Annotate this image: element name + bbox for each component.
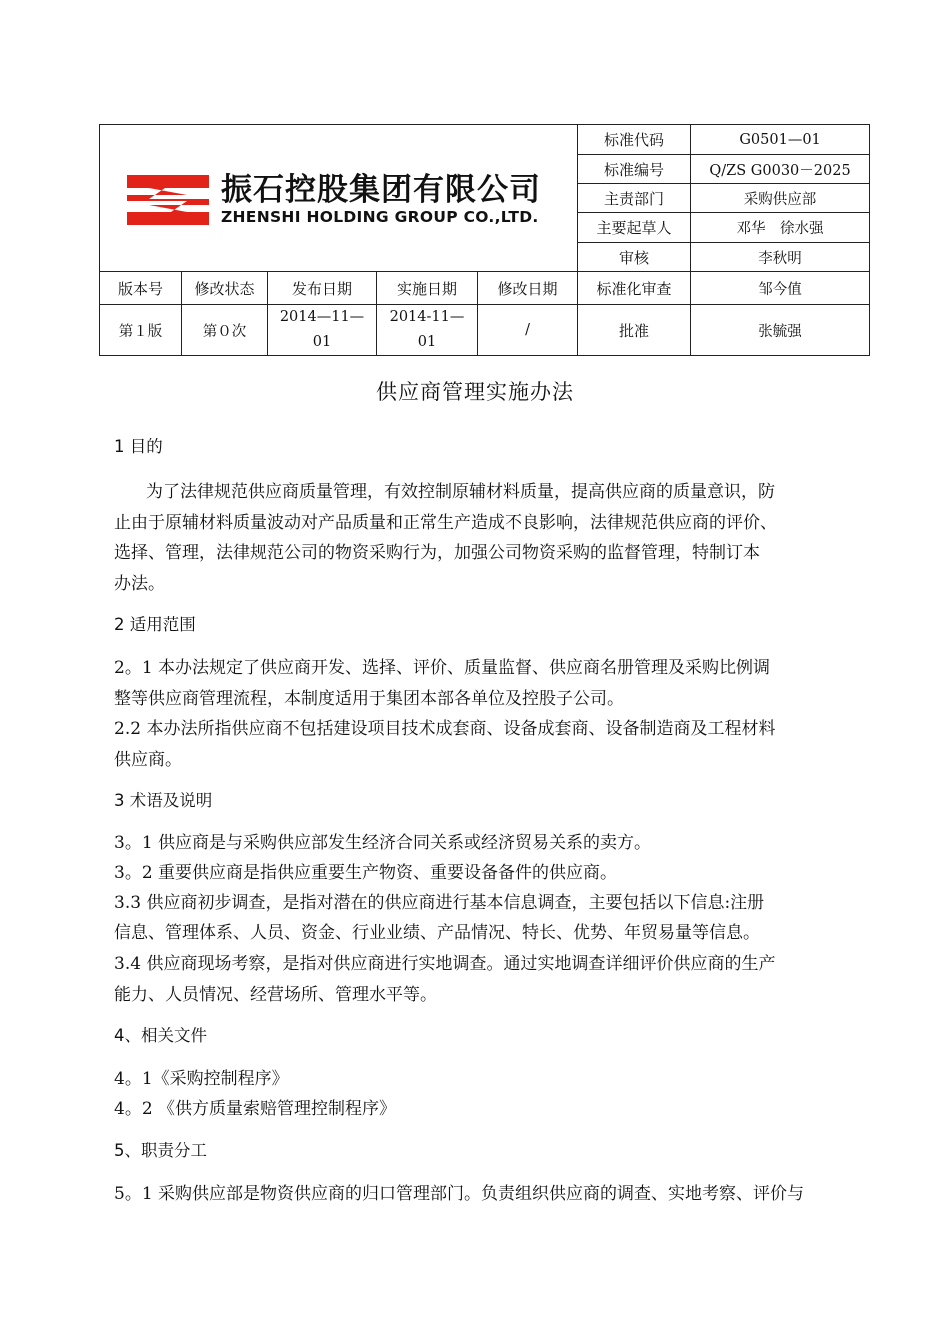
company-name-cn: 振石控股集团有限公司 bbox=[221, 172, 541, 208]
implement-date-value bbox=[377, 305, 478, 356]
section-2-heading: 2 适用范围 bbox=[114, 615, 196, 634]
paragraph-line: 5。1 采购供应部是物资供应商的归口管理部门。负责组织供应商的调查、实地考察、评价与 bbox=[114, 1184, 805, 1204]
meta-value: 邓华 徐水强 bbox=[691, 213, 870, 243]
document-title: 供应商管理实施办法 bbox=[376, 380, 574, 404]
implement-date-line-2: 01 bbox=[417, 334, 437, 350]
company-logo bbox=[127, 173, 577, 227]
section-4-heading: 4、相关文件 bbox=[114, 1026, 207, 1045]
paragraph-line: 办法。 bbox=[114, 574, 165, 594]
section-5-heading: 5、职责分工 bbox=[114, 1141, 207, 1160]
paragraph-line: 止由于原辅材料质量波动对产品质量和正常生产造成不良影响，法律规范供应商的评价、 bbox=[114, 513, 777, 533]
publish-date-line-1: 2014—11— bbox=[279, 309, 365, 325]
publish-date-line-2: 01 bbox=[312, 334, 332, 350]
meta-value: G0501—01 bbox=[691, 125, 870, 155]
implement-date-header: 实施日期 bbox=[377, 272, 478, 305]
version-header: 版本号 bbox=[100, 272, 182, 305]
publish-date-value bbox=[268, 305, 377, 356]
paragraph-line: 3。1 供应商是与采购供应部发生经济合同关系或经济贸易关系的卖方。 bbox=[114, 833, 652, 853]
standardization-reviewer: 邹今值 bbox=[691, 272, 870, 305]
company-logo-cell bbox=[100, 125, 578, 272]
meta-value: 李秋明 bbox=[691, 243, 870, 272]
version-value: 第１版 bbox=[100, 305, 182, 356]
paragraph-line: 4。1《采购控制程序》 bbox=[114, 1069, 289, 1089]
meta-label: 标准编号 bbox=[578, 155, 691, 184]
section-3-heading: 3 术语及说明 bbox=[114, 791, 213, 810]
paragraph-line: 供应商。 bbox=[114, 750, 182, 770]
approve-label: 批准 bbox=[578, 305, 691, 356]
paragraph-line: 2.2 本办法所指供应商不包括建设项目技术成套商、设备成套商、设备制造商及工程材料 bbox=[114, 719, 776, 739]
modify-date-value: / bbox=[478, 305, 578, 356]
paragraph-line: 3.3 供应商初步调查，是指对潜在的供应商进行基本信息调查，主要包括以下信息:注册 bbox=[114, 893, 765, 913]
status-header: 修改状态 bbox=[182, 272, 268, 305]
paragraph-line: 选择、管理，法律规范公司的物资采购行为，加强公司物资采购的监督管理，特制订本 bbox=[114, 543, 760, 563]
paragraph-line: 为了法律规范供应商质量管理，有效控制原辅材料质量，提高供应商的质量意识，防 bbox=[146, 482, 775, 502]
meta-value: 采购供应部 bbox=[691, 184, 870, 213]
implement-date-line-1: 2014-11— bbox=[389, 309, 465, 325]
publish-date-header: 发布日期 bbox=[268, 272, 377, 305]
paragraph-line: 信息、管理体系、人员、资金、行业业绩、产品情况、特长、优势、年贸易量等信息。 bbox=[114, 923, 760, 943]
zhenshi-logo-icon bbox=[127, 175, 209, 225]
meta-label: 主责部门 bbox=[578, 184, 691, 213]
meta-label: 审核 bbox=[578, 243, 691, 272]
approver-value: 张毓强 bbox=[691, 305, 870, 356]
status-value: 第０次 bbox=[182, 305, 268, 356]
paragraph-line: 4。2 《供方质量索赔管理控制程序》 bbox=[114, 1099, 397, 1119]
document-header-table bbox=[99, 124, 870, 356]
meta-label: 主要起草人 bbox=[578, 213, 691, 243]
modify-date-header: 修改日期 bbox=[478, 272, 578, 305]
paragraph-line: 整等供应商管理流程，本制度适用于集团本部各单位及控股子公司。 bbox=[114, 689, 624, 709]
paragraph-line: 能力、人员情况、经营场所、管理水平等。 bbox=[114, 985, 437, 1005]
standardization-review-header: 标准化审查 bbox=[578, 272, 691, 305]
paragraph-line: 3.4 供应商现场考察，是指对供应商进行实地调查。通过实地调查详细评价供应商的生产 bbox=[114, 954, 776, 974]
company-name-en: ZHENSHI HOLDING GROUP CO.,LTD. bbox=[221, 208, 539, 226]
paragraph-line: 2。1 本办法规定了供应商开发、选择、评价、质量监督、供应商名册管理及采购比例调 bbox=[114, 658, 771, 678]
section-1-heading: 1 目的 bbox=[114, 437, 163, 456]
paragraph-line: 3。2 重要供应商是指供应重要生产物资、重要设备备件的供应商。 bbox=[114, 863, 618, 883]
meta-value: Q/ZS G0030－2025 bbox=[691, 155, 870, 184]
meta-label: 标准代码 bbox=[578, 125, 691, 155]
